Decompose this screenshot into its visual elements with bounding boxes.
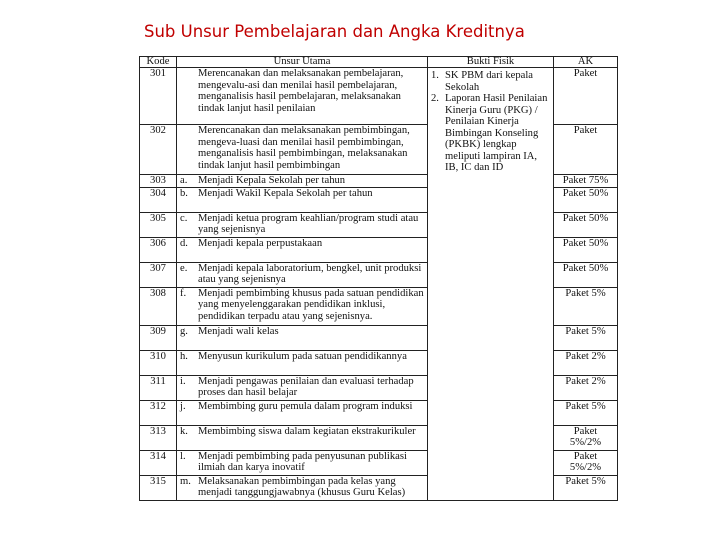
unsur-text: Menjadi Wakil Kepala Sekolah per tahun xyxy=(198,187,373,199)
ak-cell: Paket 5% xyxy=(554,287,618,325)
unsur-text: Menjadi pengawas penilaian dan evaluasi terhadap proses dan hasil belajar xyxy=(198,375,414,398)
bukti-item xyxy=(431,93,550,174)
kode-cell: 311 xyxy=(140,375,177,400)
unsur-utama-cell xyxy=(177,400,428,425)
ak-cell: Paket 5%/2% xyxy=(554,450,618,475)
item-letter: l. xyxy=(180,450,186,462)
ak-cell: Paket 50% xyxy=(554,212,618,237)
unsur-text: Menjadi kepala laboratorium, bengkel, unit produksi atau yang sejenisnya xyxy=(198,262,422,285)
kode-cell: 307 xyxy=(140,262,177,287)
credit-table xyxy=(139,56,618,501)
item-letter: c. xyxy=(180,212,188,224)
kode-cell: 302 xyxy=(140,125,177,175)
unsur-text: Membimbing guru pemula dalam program induksi xyxy=(198,400,413,412)
bukti-fisik-cell xyxy=(428,68,554,501)
item-letter: e. xyxy=(180,262,188,274)
unsur-text: Menjadi kepala perpustakaan xyxy=(198,237,323,249)
kode-cell: 303 xyxy=(140,175,177,188)
unsur-utama-cell xyxy=(177,450,428,475)
kode-cell: 305 xyxy=(140,212,177,237)
unsur-text: Melaksanakan pembimbingan pada kelas yang menjadi tanggungjawabnya (khusus Guru Kelas) xyxy=(198,475,406,498)
unsur-text: Menyusun kurikulum pada satuan pendidikannya xyxy=(198,350,407,362)
ak-cell: Paket xyxy=(554,68,618,125)
kode-cell: 310 xyxy=(140,350,177,375)
bukti-text: Laporan Hasil Penilaian Kinerja Guru (PKG) / Penilaian Kinerja Bimbingan Konseling (PKBK) lengkap meliputi lampiran IA, IB, IC dan ID xyxy=(445,93,548,173)
unsur-text: Membimbing siswa dalam kegiatan ekstrakurikuler xyxy=(198,425,416,437)
unsur-utama-cell xyxy=(177,125,428,175)
item-letter: a. xyxy=(180,175,188,186)
ak-cell: Paket 50% xyxy=(554,187,618,212)
bukti-number: 1. xyxy=(431,70,439,81)
table-header-row xyxy=(140,57,618,68)
unsur-utama-cell xyxy=(177,475,428,500)
unsur-utama-cell xyxy=(177,350,428,375)
kode-cell: 314 xyxy=(140,450,177,475)
unsur-text: Merencanakan dan melaksanakan pembelajaran, mengevalu-asi dan menilai hasil pembelajaran, menganalisis hasil pembelajaran, melaksanakan tindak lanjut hasil penilaian xyxy=(198,68,404,114)
header-bukti-fisik: Bukti Fisik xyxy=(428,57,554,68)
kode-cell: 304 xyxy=(140,187,177,212)
table-row xyxy=(140,68,618,125)
ak-cell: Paket 2% xyxy=(554,350,618,375)
unsur-utama-cell xyxy=(177,212,428,237)
ak-cell: Paket 2% xyxy=(554,375,618,400)
unsur-text: Menjadi pembimbing pada penyusunan publikasi ilmiah dan karya inovatif xyxy=(198,450,407,473)
ak-cell: Paket 5% xyxy=(554,325,618,350)
unsur-utama-cell xyxy=(177,287,428,325)
bukti-item xyxy=(431,70,550,93)
ak-cell: Paket 5%/2% xyxy=(554,425,618,450)
kode-cell: 308 xyxy=(140,287,177,325)
item-letter: b. xyxy=(180,187,188,199)
unsur-utama-cell xyxy=(177,262,428,287)
bukti-text: SK PBM dari kepala Sekolah xyxy=(445,70,533,93)
item-letter: f. xyxy=(180,287,187,299)
kode-cell: 315 xyxy=(140,475,177,500)
ak-cell: Paket 5% xyxy=(554,475,618,500)
unsur-text: Menjadi Kepala Sekolah per tahun xyxy=(198,175,346,186)
unsur-utama-cell xyxy=(177,425,428,450)
unsur-text: Menjadi pembimbing khusus pada satuan pendidikan yang menyelenggarakan pendidikan inklusi, pendidikan terpadu atau yang sejenisnya. xyxy=(198,287,424,322)
unsur-utama-cell xyxy=(177,237,428,262)
item-letter: j. xyxy=(180,400,186,412)
kode-cell: 309 xyxy=(140,325,177,350)
bukti-number: 2. xyxy=(431,93,439,104)
unsur-text: Menjadi ketua program keahlian/program studi atau yang sejenisnya xyxy=(198,212,419,235)
unsur-utama-cell xyxy=(177,375,428,400)
ak-cell: Paket 50% xyxy=(554,237,618,262)
kode-cell: 301 xyxy=(140,68,177,125)
kode-cell: 312 xyxy=(140,400,177,425)
ak-cell: Paket 75% xyxy=(554,175,618,188)
header-kode: Kode xyxy=(140,57,177,68)
kode-cell: 306 xyxy=(140,237,177,262)
header-unsur-utama: Unsur Utama xyxy=(177,57,428,68)
unsur-utama-cell xyxy=(177,325,428,350)
header-ak: AK xyxy=(554,57,618,68)
page-title: Sub Unsur Pembelajaran dan Angka Kreditnya xyxy=(144,22,525,41)
item-letter: k. xyxy=(180,425,188,437)
unsur-utama-cell xyxy=(177,68,428,125)
kode-cell: 313 xyxy=(140,425,177,450)
item-letter: g. xyxy=(180,325,188,337)
unsur-text: Merencanakan dan melaksanakan pembimbingan, mengeva-luasi dan menilai hasil pembimbingan, menganalisis hasil pembimbingan, melaksanakan tindak lanjut hasil pembimbingan xyxy=(198,125,410,171)
unsur-text: Menjadi wali kelas xyxy=(198,325,279,337)
unsur-utama-cell xyxy=(177,187,428,212)
item-letter: h. xyxy=(180,350,188,362)
item-letter: m. xyxy=(180,475,191,487)
ak-cell: Paket 50% xyxy=(554,262,618,287)
unsur-utama-cell xyxy=(177,175,428,188)
item-letter: i. xyxy=(180,375,186,387)
item-letter: d. xyxy=(180,237,188,249)
ak-cell: Paket 5% xyxy=(554,400,618,425)
ak-cell: Paket xyxy=(554,125,618,175)
